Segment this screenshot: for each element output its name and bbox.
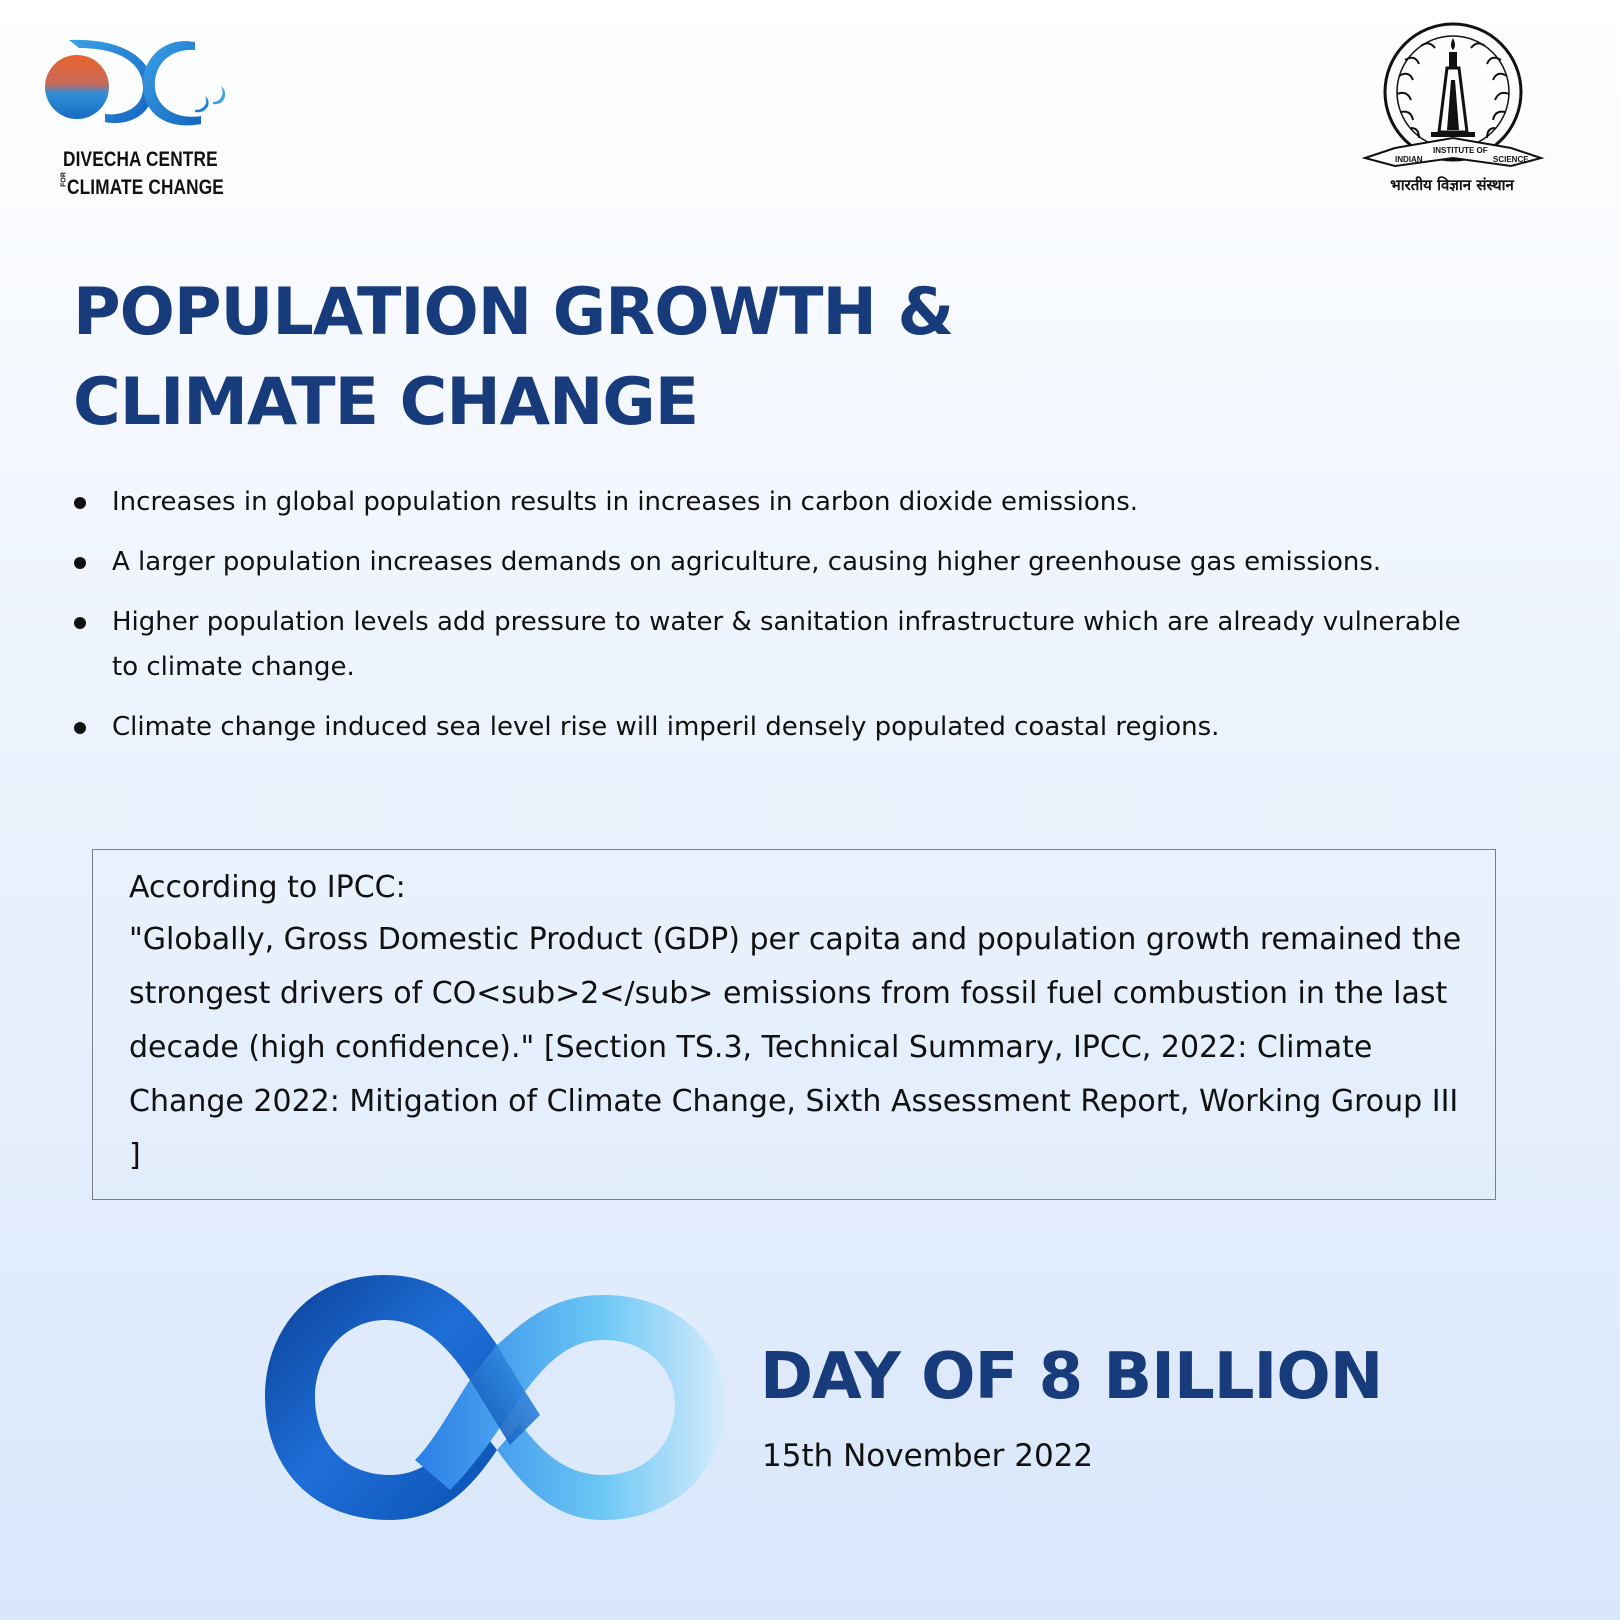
page-title-line2: CLIMATE CHANGE [73, 365, 699, 440]
iisc-logo [1355, 20, 1555, 205]
bullet-dot-icon [74, 722, 86, 734]
bullet-dot-icon [74, 557, 86, 569]
event-title: DAY OF 8 BILLION [760, 1340, 1383, 1414]
bullet-list [70, 480, 1470, 765]
divecha-logo-for: FOR [60, 172, 68, 187]
list-item [70, 540, 1470, 585]
list-item [70, 480, 1470, 525]
divecha-logo-mark [45, 30, 235, 150]
divecha-centre-logo [45, 30, 235, 205]
page-title [73, 268, 953, 448]
bullet-text: Higher population levels add pressure to water & sanitation infrastructure which are already vulnerable to climate change. [112, 607, 1461, 682]
iisc-emblem [1355, 20, 1555, 180]
infinity-icon [265, 1275, 725, 1520]
page-title-line1: POPULATION GROWTH & [73, 275, 954, 350]
bullet-text: Climate change induced sea level rise will imperil densely populated coastal regions. [112, 712, 1220, 742]
bullet-dot-icon [74, 497, 86, 509]
bullet-text: Increases in global population results in increases in carbon dioxide emissions. [112, 487, 1139, 517]
divecha-logo-line2: CLIMATE CHANGE [67, 176, 224, 199]
quote-intro: According to IPCC: [129, 870, 406, 905]
ipcc-quote-box [92, 849, 1496, 1200]
quote-body: "Globally, Gross Domestic Product (GDP) per capita and population growth remained the strongest drivers of CO<sub>2</sub> emissions from fossil fuel combustion in the last decade (high confidence)." [Section TS.3, Technical Summary, IPCC, 2022: Climate Change 2022: Mitigation of Climate Change, Sixth Assessment Report, Working Group III ] [129, 922, 1462, 1173]
list-item [70, 705, 1470, 750]
bullet-text: A larger population increases demands on agriculture, causing higher greenhouse gas emissions. [112, 547, 1382, 577]
divecha-logo-line1: DIVECHA CENTRE [63, 148, 218, 171]
iisc-banner-middle: INSTITUTE OF [1433, 146, 1488, 155]
iisc-hindi-name: भारतीय विज्ञान संस्थान [1390, 176, 1514, 194]
iisc-banner-right: SCIENCE [1493, 155, 1529, 164]
iisc-banner-left: INDIAN [1395, 155, 1423, 164]
bullet-dot-icon [74, 617, 86, 629]
list-item [70, 600, 1470, 690]
event-date: 15th November 2022 [762, 1438, 1094, 1474]
